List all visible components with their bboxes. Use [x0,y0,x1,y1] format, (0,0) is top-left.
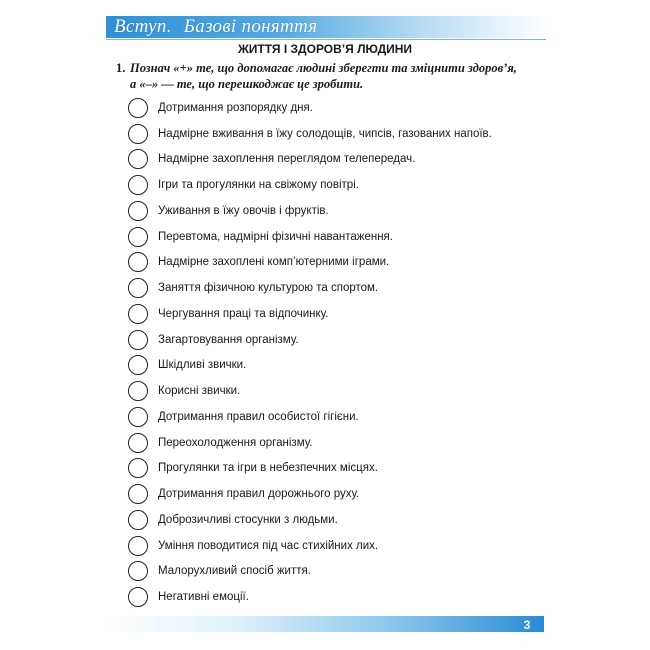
statement-text: Доброзичливі стосунки з людьми. [158,513,338,526]
footer-band [106,616,544,632]
page-number: 3 [523,618,531,632]
list-item [128,198,492,224]
answer-circle[interactable] [128,355,148,375]
statement-text: Дотримання правил особистої гігієни. [158,410,359,423]
statement-text: Прогулянки та ігри в небезпечних місцях. [158,462,378,475]
list-item [128,481,492,507]
list-item [128,378,492,404]
list-item [128,275,492,301]
list-item [128,353,492,379]
task-line-2: а «–» — те, що перешкоджає це зробити. [130,77,364,91]
header-divider [106,39,546,40]
list-item [128,584,492,610]
task-line-1: Познач «+» те, що допомагає людині зберегти та зміцнити здоров’я, [130,61,517,75]
statement-text: Надмірне вживання в їжу солодощів, чипсів, газованих напоїв. [158,127,492,140]
answer-circle[interactable] [128,227,148,247]
statement-text: Корисні звички. [158,385,241,398]
answer-circle[interactable] [128,561,148,581]
statement-text: Загартовування організму. [158,333,299,346]
header-part1: Вступ. [114,16,172,37]
answer-circle[interactable] [128,175,148,195]
statement-text: Перевтома, надмірні фізичні навантаження. [158,230,393,243]
header-title [112,16,317,38]
list-item [128,121,492,147]
answer-circle[interactable] [128,458,148,478]
statement-text: Ігри та прогулянки на свіжому повітрі. [158,179,359,192]
list-item [128,95,492,121]
statement-text: Уміння поводитися під час стихійних лих. [158,539,379,552]
answer-circle[interactable] [128,407,148,427]
statement-text: Чергування праці та відпочинку. [158,307,329,320]
header-banner [106,16,546,38]
header-part2: Базові поняття [183,16,318,37]
list-item [128,301,492,327]
list-item [128,250,492,276]
task-instruction [116,60,536,92]
answer-circle[interactable] [128,381,148,401]
section-title: ЖИТТЯ І ЗДОРОВ’Я ЛЮДИНИ [237,42,413,56]
answer-circle[interactable] [128,433,148,453]
answer-circle[interactable] [128,484,148,504]
list-item [128,224,492,250]
answer-circle[interactable] [128,304,148,324]
statement-text: Уживання в їжу овочів і фруктів. [158,204,329,217]
list-item [128,533,492,559]
answer-circle[interactable] [128,330,148,350]
statement-text: Надмірне захоплені комп’ютерними іграми. [158,256,390,269]
list-item [128,559,492,585]
task-number: 1. [116,61,126,75]
answer-circle[interactable] [128,252,148,272]
list-item [128,507,492,533]
answer-circle[interactable] [128,149,148,169]
list-item [128,404,492,430]
statement-text: Негативні емоції. [158,591,249,604]
answer-circle[interactable] [128,587,148,607]
statement-text: Шкідливі звички. [158,359,247,372]
list-item [128,327,492,353]
statement-text: Малорухливий спосіб життя. [158,565,311,578]
statement-text: Дотримання розпорядку дня. [158,101,313,114]
statement-text: Надмірне захоплення переглядом телепередач. [158,153,416,166]
list-item [128,172,492,198]
answer-circle[interactable] [128,510,148,530]
statement-text: Дотримання правил дорожнього руху. [158,488,360,501]
list-item [128,456,492,482]
answer-circle[interactable] [128,278,148,298]
statement-list [128,95,492,610]
statement-text: Заняття фізичною культурою та спортом. [158,282,379,295]
answer-circle[interactable] [128,201,148,221]
list-item [128,147,492,173]
list-item [128,430,492,456]
statement-text: Переохолодження організму. [158,436,313,449]
answer-circle[interactable] [128,98,148,118]
answer-circle[interactable] [128,124,148,144]
answer-circle[interactable] [128,536,148,556]
